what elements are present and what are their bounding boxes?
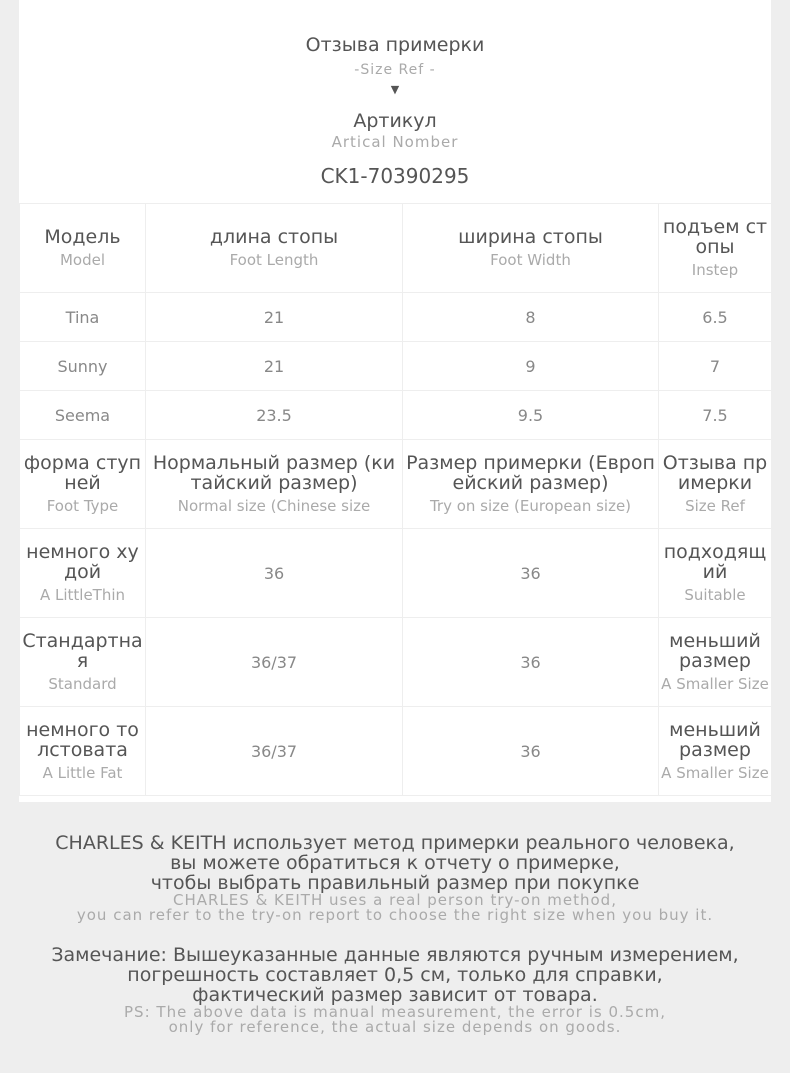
try-on-size-value: 36 (403, 529, 659, 618)
size-ref-header (19, 0, 771, 203)
foot-length-value: 23.5 (146, 391, 403, 440)
note-line-en: you can refer to the try-on report to choose the right size when you buy it. (76, 906, 714, 924)
note-line-en: CHARLES & KEITH uses a real person try-on method, (173, 891, 617, 909)
note-line: чтобы выбрать правильный размер при покупке (150, 872, 640, 894)
header-foot-length-en: Foot Length (229, 251, 319, 269)
table-row (20, 707, 772, 796)
size-ref-cell (659, 707, 772, 796)
model-name: Seema (20, 391, 146, 440)
header-cell-model (20, 204, 146, 293)
header-cell-normal-size (146, 440, 403, 529)
size-ref-cell (659, 618, 772, 707)
table-row (20, 342, 772, 391)
foot-type-en: A LittleThin (39, 586, 126, 604)
remark-line: Замечание: Вышеуказанные данные являются ручным измерением, (51, 944, 739, 966)
size-card (19, 0, 771, 802)
normal-size-value: 36 (146, 529, 403, 618)
size-ref-cell (659, 529, 772, 618)
foot-type-cell (20, 707, 146, 796)
size-ref-en: A Smaller Size (661, 675, 769, 693)
try-on-method-note (0, 833, 790, 923)
header-normal-size-ru: Нормальный размер (китайский размер) (152, 452, 396, 494)
remark-line: фактический размер зависит от товара. (192, 984, 598, 1006)
header-foot-length-ru: длина стопы (209, 226, 339, 248)
normal-size-value: 36/37 (146, 618, 403, 707)
header-foot-width-en: Foot Width (490, 251, 571, 269)
table-row (20, 618, 772, 707)
try-on-size-value: 36 (403, 707, 659, 796)
size-table (19, 203, 772, 796)
instep-value: 6.5 (659, 293, 772, 342)
header-foot-type-ru: форма ступней (23, 452, 142, 494)
remark-line-en: PS: The above data is manual measurement, the error is 0.5cm, (124, 1003, 666, 1021)
header-model-en: Model (59, 251, 106, 269)
size-ref-title: Отзыва примерки (305, 34, 485, 56)
article-label-en: Artical Nomber (331, 133, 459, 151)
header-try-on-size-en: Try on size (European size) (429, 497, 632, 515)
foot-length-value: 21 (146, 342, 403, 391)
measure-header-row (20, 204, 772, 293)
foot-type-ru: немного худой (26, 541, 139, 583)
instep-value: 7.5 (659, 391, 772, 440)
size-ref-ru: подходящий (663, 541, 767, 583)
foot-width-value: 9.5 (403, 391, 659, 440)
model-name: Sunny (20, 342, 146, 391)
table-row (20, 293, 772, 342)
foot-width-value: 9 (403, 342, 659, 391)
foot-length-value: 21 (146, 293, 403, 342)
size-ref-en: A Smaller Size (661, 764, 769, 782)
note-line: CHARLES & KEITH использует метод примерки реального человека, (55, 832, 735, 854)
header-size-ref-ru: Отзыва примерки (662, 452, 768, 494)
size-ref-ru: меньший размер (669, 630, 761, 672)
header-foot-width-ru: ширина стопы (458, 226, 603, 248)
remark-line: погрешность составляет 0,5 см, только для справки, (127, 964, 663, 986)
model-name: Tina (20, 293, 146, 342)
instep-value: 7 (659, 342, 772, 391)
fit-header-row (20, 440, 772, 529)
remark-line-en: only for reference, the actual size depends on goods. (168, 1018, 622, 1036)
foot-type-en: A Little Fat (42, 764, 123, 782)
article-label: Артикул (353, 110, 437, 132)
size-ref-en: Suitable (684, 586, 746, 604)
header-normal-size-en: Normal size (Chinese size (177, 497, 371, 515)
table-row (20, 391, 772, 440)
note-line: вы можете обратиться к отчету о примерке, (170, 852, 620, 874)
header-cell-foot-type (20, 440, 146, 529)
measurement-remark (0, 945, 790, 1035)
header-cell-instep (659, 204, 772, 293)
header-model-ru: Модель (44, 226, 121, 248)
foot-type-cell (20, 529, 146, 618)
foot-type-ru: Стандартная (22, 630, 143, 672)
try-on-size-value: 36 (403, 618, 659, 707)
header-cell-foot-width (403, 204, 659, 293)
foot-width-value: 8 (403, 293, 659, 342)
article-code: CK1-70390295 (320, 164, 470, 188)
size-ref-ru: меньший размер (669, 719, 761, 761)
header-instep-en: Instep (691, 261, 739, 279)
normal-size-value: 36/37 (146, 707, 403, 796)
header-size-ref-en: Size Ref (685, 497, 745, 515)
foot-type-cell (20, 618, 146, 707)
header-cell-foot-length (146, 204, 403, 293)
header-instep-ru: подъем стопы (662, 216, 768, 258)
foot-type-ru: немного толстовата (26, 719, 139, 761)
table-row (20, 529, 772, 618)
header-foot-type-en: Foot Type (46, 497, 119, 515)
header-cell-size-ref (659, 440, 772, 529)
header-cell-try-on-size (403, 440, 659, 529)
foot-type-en: Standard (48, 675, 117, 693)
size-ref-subtitle: -Size Ref - (354, 62, 436, 78)
triangle-down-icon: ▼ (390, 83, 400, 96)
header-try-on-size-ru: Размер примерки (Европейский размер) (406, 452, 655, 494)
